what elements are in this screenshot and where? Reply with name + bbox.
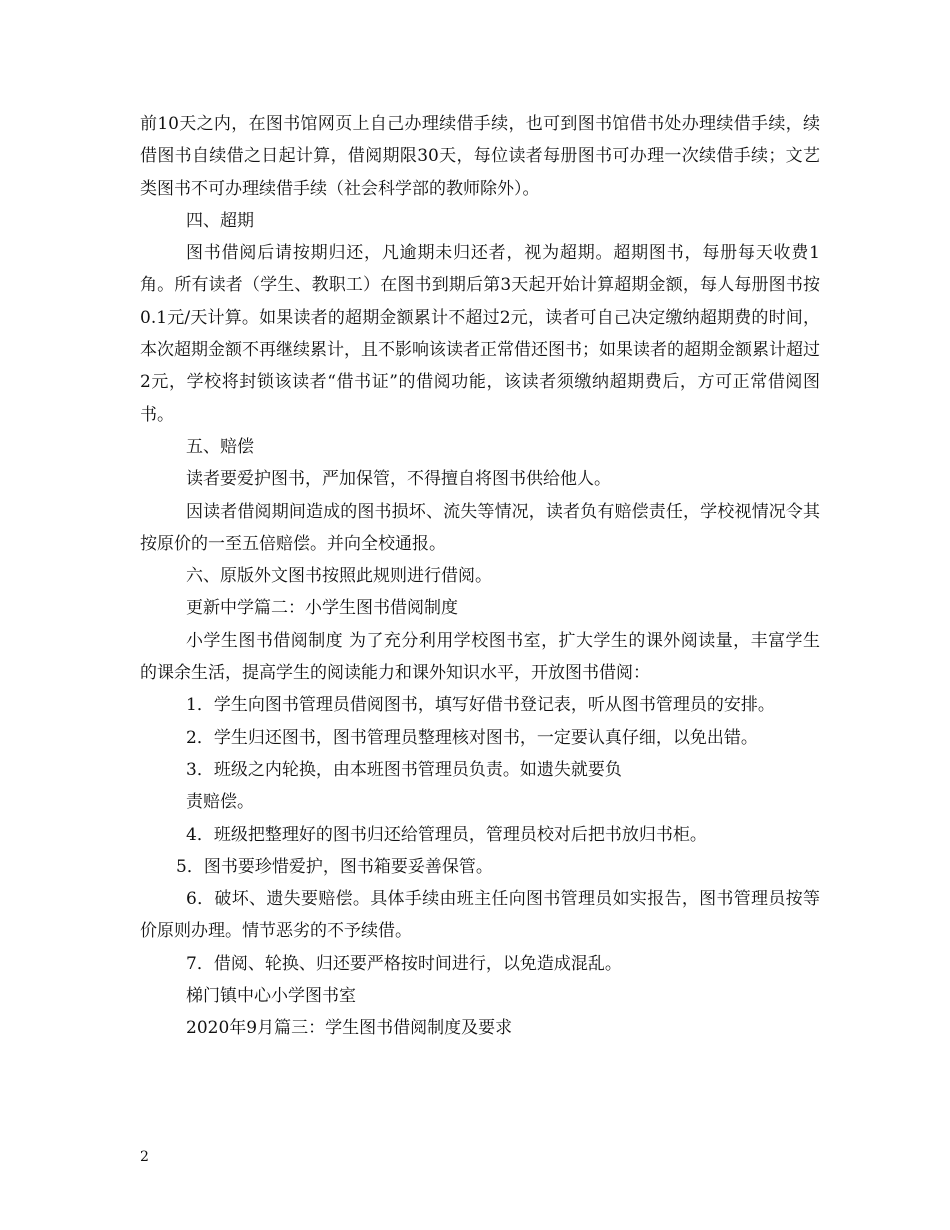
signature-library-name: 梯门镇中心小学图书室: [186, 986, 356, 1007]
rule-item-3: 3．班级之内轮换，由本班图书管理员负责。如遗失就要负: [186, 759, 622, 780]
rule-item-3-continued: 责赔偿。: [186, 792, 254, 813]
rule-item-1: 1．学生向图书管理员借阅图书，填写好借书登记表，听从图书管理员的安排。: [186, 695, 775, 716]
heading-compensation: 五、赔偿: [186, 436, 254, 457]
rule-item-7: 7．借阅、轮换、归还要严格按时间进行，以免造成混乱。: [186, 953, 622, 974]
paragraph-foreign-books: 六、原版外文图书按照此规则进行借阅。: [186, 566, 492, 587]
rule-item-6: 6．破坏、遗失要赔偿。具体手续由班主任向图书管理员如实报告，图书管理员按等价原则办理。情节恶劣的不予续借。: [140, 889, 820, 942]
paragraph-part-two-intro: 小学生图书借阅制度 为了充分利用学校图书室，扩大学生的课外阅读量，丰富学生的课余生活，提高学生的阅读能力和课外知识水平，开放图书借阅：: [140, 630, 820, 684]
section-title-part-two: 更新中学篇二：小学生图书借阅制度: [186, 598, 458, 619]
document-body: [140, 108, 820, 1045]
paragraph-renewal-continued: 前10天之内，在图书馆网页上自己办理续借手续，也可到图书馆借书处办理续借手续，续借图书自续借之日起计算，借阅期限30天，每位读者每册图书可办理一次续借手续；文艺类图书不可办理续借手续（社会科学部的教师除外）。: [140, 114, 820, 199]
paragraph-overdue-rules: 图书借阅后请按期归还，凡逾期未归还者，视为超期。超期图书，每册每天收费1角。所有读者（学生、教职工）在图书到期后第3天起开始计算超期金额，每人每册图书按0.1元/天计算。如果读者的超期金额累计不超过2元，读者可自己决定缴纳超期费的时间，本次超期金额不再继续累计，且不影响该读者正常借还图书；如果读者的超期金额累计超过2元，学校将封锁该读者“借书证”的借阅功能，该读者须缴纳超期费后，方可正常借阅图书。: [140, 243, 820, 425]
paragraph-damage-liability: 因读者借阅期间造成的图书损坏、流失等情况，读者负有赔偿责任，学校视情况令其按原价的一至五倍赔偿。并向全校通报。: [140, 501, 820, 554]
paragraph-care-of-books: 读者要爱护图书，严加保管，不得擅自将图书供给他人。: [186, 469, 611, 490]
rule-item-5: 5．图书要珍惜爱护，图书箱要妥善保管。: [176, 856, 493, 877]
section-title-part-three: 2020年9月篇三：学生图书借阅制度及要求: [186, 1018, 513, 1039]
page-number: 2: [140, 1149, 149, 1165]
rule-item-4: 4．班级把整理好的图书归还给管理员，管理员校对后把书放归书柜。: [186, 824, 707, 845]
rule-item-2: 2．学生归还图书，图书管理员整理核对图书，一定要认真仔细，以免出错。: [186, 727, 758, 748]
heading-overdue: 四、超期: [186, 210, 254, 231]
